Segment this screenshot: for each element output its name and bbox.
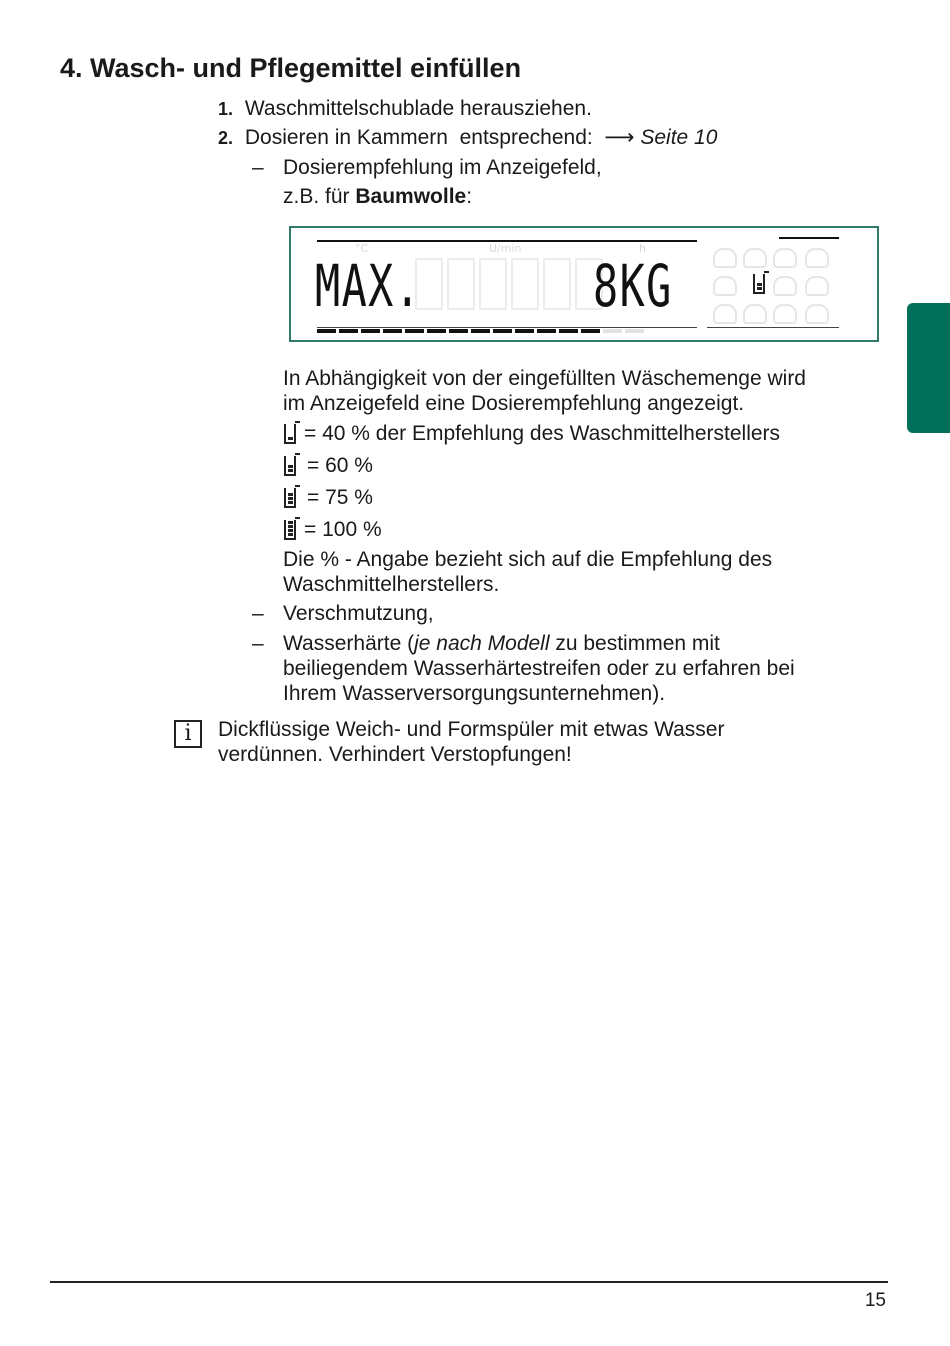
page-reference-link[interactable]: Seite 10 bbox=[640, 126, 718, 149]
dose-bar bbox=[288, 501, 293, 504]
dose-bar bbox=[757, 283, 762, 286]
dose-legend-item bbox=[284, 517, 382, 543]
page-title: 4. Wasch- und Pflegemittel einfüllen bbox=[60, 53, 522, 83]
sub2-text: Verschmutzung, bbox=[283, 602, 434, 625]
paragraph-line: im Anzeigefeld eine Dosierempfehlung angezeigt. bbox=[283, 392, 745, 415]
arrow-right-icon: ⟶ bbox=[604, 126, 635, 149]
dash-bullet: – bbox=[252, 602, 264, 625]
dose-legend-text: = 100 % bbox=[304, 518, 382, 541]
spin-label: U/min bbox=[489, 242, 522, 255]
lcd-bottom-line-right bbox=[707, 327, 839, 328]
dose-bar bbox=[288, 529, 293, 532]
wool-symbol-icon bbox=[773, 304, 797, 324]
progress-segment bbox=[383, 329, 402, 333]
lcd-display bbox=[289, 226, 879, 342]
lcd-top-line-right bbox=[779, 237, 839, 239]
drum-symbol-icon bbox=[773, 276, 797, 296]
progress-segment bbox=[625, 329, 644, 333]
dose-legend-item bbox=[284, 421, 780, 447]
rinse-symbol-icon bbox=[713, 304, 737, 324]
text-suffix: zu bestimmen mit bbox=[549, 632, 720, 655]
segment-digit bbox=[543, 258, 571, 310]
dose-legend-item bbox=[284, 453, 373, 479]
program-name: Baumwolle bbox=[355, 185, 467, 208]
dosage-indicator-icon bbox=[753, 274, 765, 294]
dose-bar bbox=[288, 521, 293, 524]
progress-segment bbox=[537, 329, 556, 333]
dosage-100-icon bbox=[284, 520, 296, 540]
progress-segment bbox=[603, 329, 622, 333]
step-1 bbox=[218, 96, 592, 122]
spin-symbol-icon bbox=[743, 304, 767, 324]
dosage-75-icon bbox=[284, 488, 296, 508]
dash-bullet: – bbox=[252, 156, 264, 179]
footer-divider bbox=[50, 1281, 888, 1283]
step-text: Dosieren in Kammern entsprechend: bbox=[244, 126, 599, 149]
section-tab bbox=[907, 303, 950, 433]
dose-bar bbox=[288, 533, 293, 536]
note-line1: Dickflüssige Weich- und Formspüler mit etwas Wasser bbox=[218, 718, 725, 741]
progress-segment bbox=[405, 329, 424, 333]
dose-bar bbox=[288, 465, 293, 468]
handwash-symbol-icon bbox=[773, 248, 797, 268]
dosage-60-icon bbox=[284, 456, 296, 476]
sub3-line3: Ihrem Wasserversorgungsunternehmen). bbox=[283, 682, 666, 705]
progress-segment bbox=[361, 329, 380, 333]
sensitive-symbol-icon bbox=[805, 304, 829, 324]
dose-legend-text: = 40 % der Empfehlung des Waschmittelherstellers bbox=[304, 422, 781, 445]
sub3-line2: beiliegendem Wasserhärtestreifen oder zu erfahren bei bbox=[283, 657, 795, 680]
dose-legend-item bbox=[284, 485, 373, 511]
prewash-symbol-icon bbox=[713, 276, 737, 296]
sub3-line1 bbox=[283, 631, 720, 657]
segment-digit bbox=[479, 258, 507, 310]
progress-segment bbox=[317, 329, 336, 333]
progress-segment bbox=[493, 329, 512, 333]
iron-symbol-icon bbox=[743, 248, 767, 268]
dose-bar bbox=[288, 469, 293, 472]
dose-bar bbox=[288, 525, 293, 528]
progress-segment bbox=[471, 329, 490, 333]
dose-legend-text: = 75 % bbox=[307, 486, 373, 509]
dash-bullet: – bbox=[252, 632, 264, 655]
display-text-left: MAX. bbox=[315, 252, 422, 320]
dose-bar bbox=[288, 437, 293, 440]
temp-label: °C bbox=[355, 242, 369, 255]
display-text-right: 8KG bbox=[593, 252, 673, 320]
dosage-40-icon bbox=[284, 424, 296, 444]
step-number: 1. bbox=[218, 99, 234, 119]
text-suffix: : bbox=[466, 185, 473, 208]
sub1-line2 bbox=[283, 184, 472, 210]
progress-bar bbox=[317, 320, 647, 338]
paragraph-line: Die % - Angabe bezieht sich auf die Empfehlung des bbox=[283, 548, 773, 571]
note-line2: verdünnen. Verhindert Verstopfungen! bbox=[218, 743, 572, 766]
segment-digit bbox=[511, 258, 539, 310]
dose-bar bbox=[288, 497, 293, 500]
info-icon: i bbox=[174, 720, 202, 748]
step-number: 2. bbox=[218, 128, 234, 148]
lcd-bottom-line bbox=[317, 327, 697, 328]
progress-segment bbox=[581, 329, 600, 333]
dose-bar bbox=[757, 287, 762, 290]
paragraph-line: In Abhängigkeit von der eingefüllten Wäschemenge wird bbox=[283, 367, 806, 390]
step-text: Waschmittelschublade herausziehen. bbox=[244, 97, 592, 120]
hours-label: h bbox=[639, 242, 646, 255]
text-prefix: z.B. für bbox=[283, 185, 356, 208]
paragraph-line: Waschmittelherstellers. bbox=[283, 573, 500, 596]
model-note: je nach Modell bbox=[414, 632, 550, 655]
sub1-line1: Dosierempfehlung im Anzeigefeld, bbox=[283, 156, 602, 179]
wash-symbol-icon bbox=[713, 248, 737, 268]
progress-segment bbox=[339, 329, 358, 333]
page-number: 15 bbox=[864, 1290, 886, 1311]
progress-segment bbox=[449, 329, 468, 333]
segment-digit bbox=[447, 258, 475, 310]
progress-segment bbox=[427, 329, 446, 333]
progress-segment bbox=[559, 329, 578, 333]
key-symbol-icon bbox=[805, 276, 829, 296]
dose-legend-text: = 60 % bbox=[307, 454, 373, 477]
step-2 bbox=[218, 125, 717, 151]
dose-bar bbox=[288, 493, 293, 496]
child-lock-icon bbox=[805, 248, 829, 268]
progress-segment bbox=[515, 329, 534, 333]
text-prefix: Wasserhärte ( bbox=[283, 632, 415, 655]
